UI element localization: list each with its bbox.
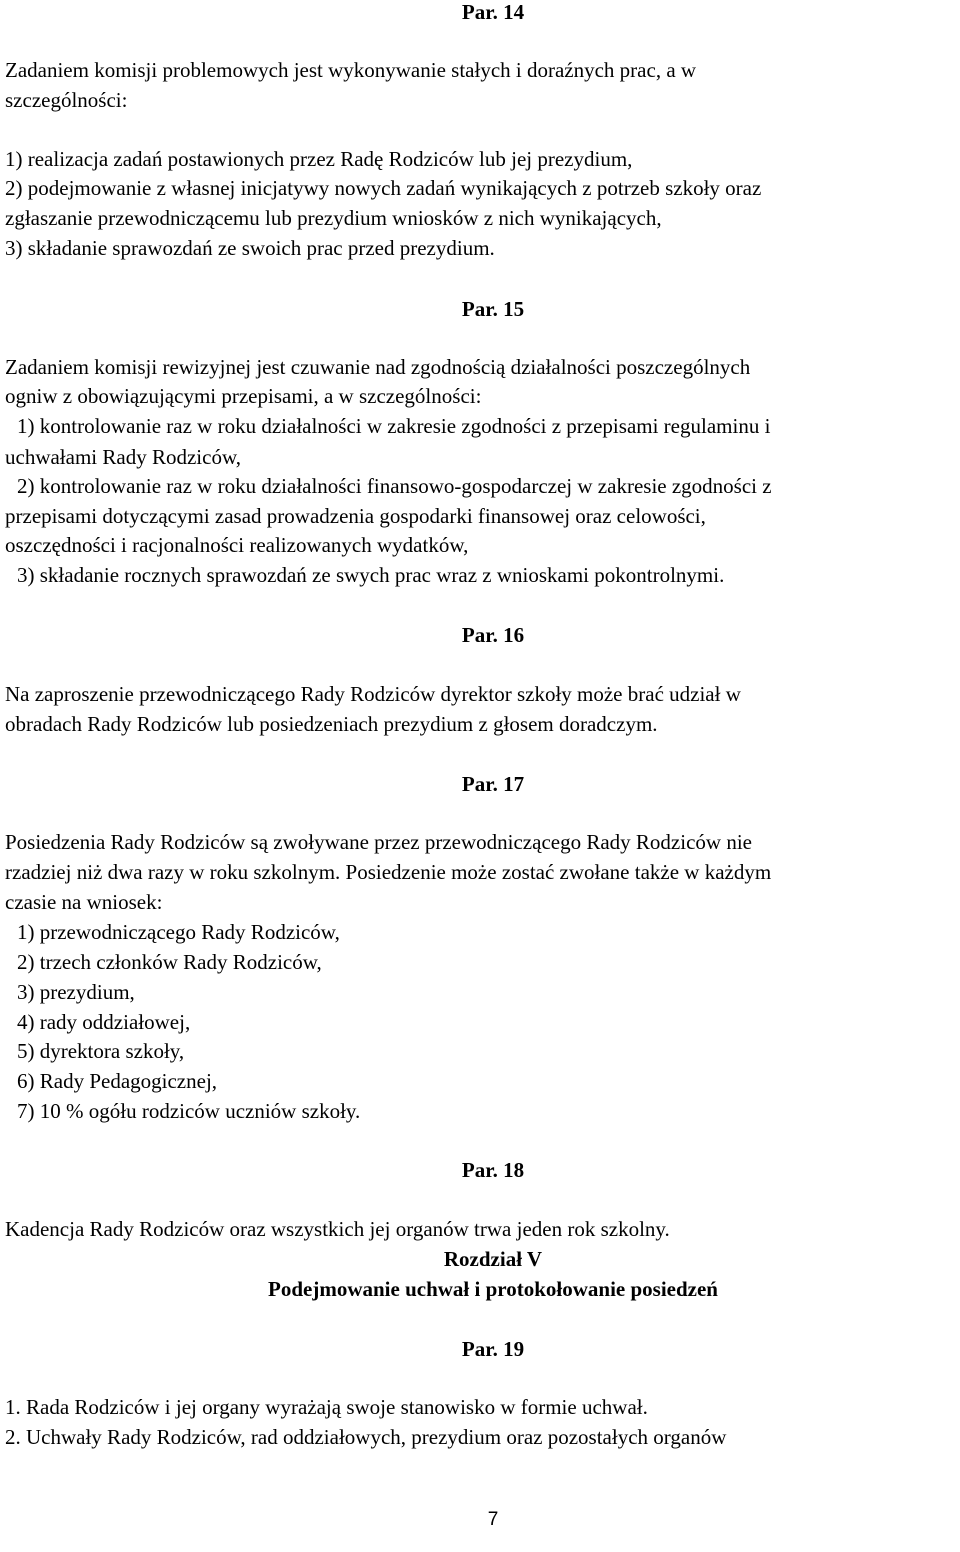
par19-line: 2. Uchwały Rady Rodziców, rad oddziałowych, prezydium oraz pozostałych organów	[5, 1425, 727, 1449]
par15-heading: Par. 15	[461, 297, 525, 321]
par17-line: czasie na wniosek:	[5, 890, 163, 914]
chapter-title: Podejmowanie uchwał i protokołowanie posiedzeń	[268, 1277, 718, 1301]
par17-list-item: 6) Rady Pedagogicznej,	[17, 1069, 218, 1093]
par15-list-item: oszczędności i racjonalności realizowanych wydatków,	[5, 533, 469, 557]
par17-list-item: 4) rady oddziałowej,	[17, 1010, 191, 1034]
par15-list-item: przepisami dotyczącymi zasad prowadzenia gospodarki finansowej oraz celowości,	[5, 504, 706, 528]
par15-list-item: uchwałami Rady Rodziców,	[5, 445, 241, 469]
par15-line: Zadaniem komisji rewizyjnej jest czuwanie nad zgodnością działalności poszczególnych	[5, 355, 751, 379]
par16-heading: Par. 16	[461, 623, 525, 647]
par18-heading: Par. 18	[461, 1158, 525, 1182]
par17-line: rzadziej niż dwa razy w roku szkolnym. Posiedzenie może zostać zwołane także w każdym	[5, 860, 772, 884]
chapter-number: Rozdział V	[443, 1247, 543, 1271]
par17-line: Posiedzenia Rady Rodziców są zwoływane przez przewodniczącego Rady Rodziców nie	[5, 830, 752, 854]
par17-list-item: 2) trzech członków Rady Rodziców,	[17, 950, 322, 974]
par15-list-item: 1) kontrolowanie raz w roku działalności w zakresie zgodności z przepisami regulaminu i	[17, 414, 771, 438]
par14-list-item: 2) podejmowanie z własnej inicjatywy nowych zadań wynikających z potrzeb szkoły oraz	[5, 176, 762, 200]
par17-heading: Par. 17	[461, 772, 525, 796]
par17-list-item: 5) dyrektora szkoły,	[17, 1039, 185, 1063]
par14-list-item: zgłaszanie przewodniczącemu lub prezydium wniosków z nich wynikających,	[5, 206, 662, 230]
par15-list-item: 3) składanie rocznych sprawozdań ze swych prac wraz z wnioskami pokontrolnymi.	[17, 563, 725, 587]
par15-list-item: 2) kontrolowanie raz w roku działalności finansowo-gospodarczej w zakresie zgodności z	[17, 474, 772, 498]
par14-list-item: 1) realizacja zadań postawionych przez Radę Rodziców lub jej prezydium,	[5, 147, 633, 171]
page-number: 7	[487, 1509, 499, 1530]
par15-line: ogniw z obowiązującymi przepisami, a w szczególności:	[5, 384, 482, 408]
par16-line: obradach Rady Rodziców lub posiedzeniach prezydium z głosem doradczym.	[5, 712, 658, 736]
par14-line: szczególności:	[5, 88, 128, 112]
par17-list-item: 1) przewodniczącego Rady Rodziców,	[17, 920, 340, 944]
par16-line: Na zaproszenie przewodniczącego Rady Rodziców dyrektor szkoły może brać udział w	[5, 682, 741, 706]
par14-heading: Par. 14	[461, 0, 525, 24]
par19-heading: Par. 19	[461, 1337, 525, 1361]
par14-line: Zadaniem komisji problemowych jest wykonywanie stałych i doraźnych prac, a w	[5, 58, 697, 82]
par17-list-item: 3) prezydium,	[17, 980, 135, 1004]
par17-list-item: 7) 10 % ogółu rodziców uczniów szkoły.	[17, 1099, 361, 1123]
par19-line: 1. Rada Rodziców i jej organy wyrażają swoje stanowisko w formie uchwał.	[5, 1395, 648, 1419]
par14-list-item: 3) składanie sprawozdań ze swoich prac przed prezydium.	[5, 236, 495, 260]
par18-line: Kadencja Rady Rodziców oraz wszystkich jej organów trwa jeden rok szkolny.	[5, 1217, 670, 1241]
